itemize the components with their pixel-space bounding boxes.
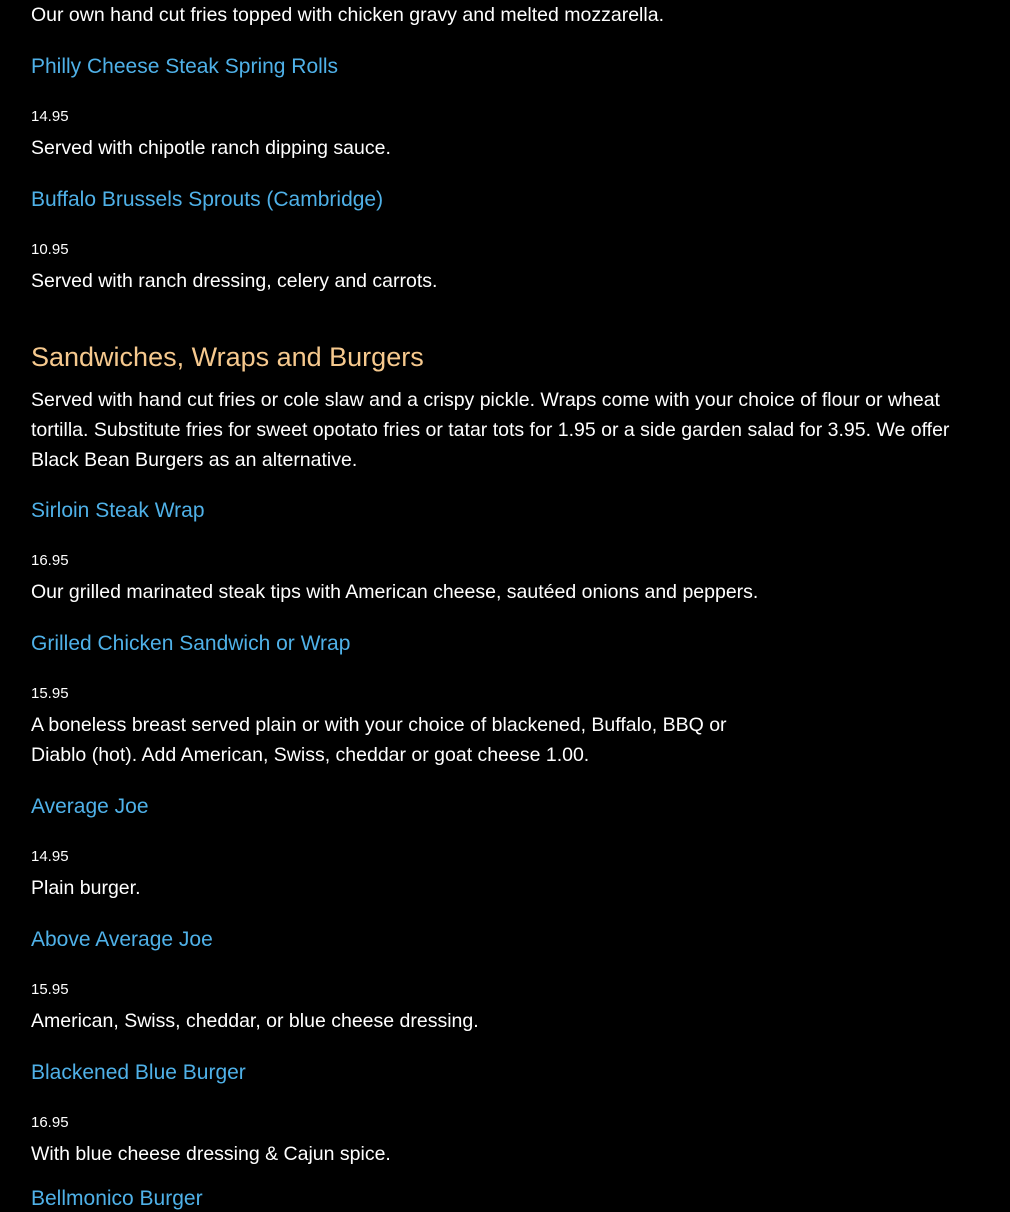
item-price: 15.95 xyxy=(31,685,69,702)
menu-item xyxy=(31,794,976,899)
item-price: 14.95 xyxy=(31,108,69,125)
item-name: Grilled Chicken Sandwich or Wrap xyxy=(31,632,351,655)
menu-item xyxy=(31,498,976,603)
item-description: Our own hand cut fries topped with chicken gravy and melted mozzarella. xyxy=(31,4,664,26)
menu-item xyxy=(31,54,976,159)
item-description: Served with ranch dressing, celery and carrots. xyxy=(31,270,438,292)
item-description: Our grilled marinated steak tips with American cheese, sautéed onions and peppers. xyxy=(31,581,759,603)
item-price: 16.95 xyxy=(31,552,69,569)
section-title: Sandwiches, Wraps and Burgers xyxy=(31,342,424,372)
menu-item xyxy=(31,1060,976,1165)
item-price: 14.95 xyxy=(31,848,69,865)
item-name: Blackened Blue Burger xyxy=(31,1061,246,1084)
item-description: Plain burger. xyxy=(31,877,141,899)
item-price: 16.95 xyxy=(31,1114,69,1131)
item-description: With blue cheese dressing & Cajun spice. xyxy=(31,1143,391,1165)
item-description: A boneless breast served plain or with your choice of blackened, Buffalo, BBQ or Diablo (hot). Add American, Swiss, cheddar or goat cheese 1.00. xyxy=(31,714,727,766)
item-description: Served with chipotle ranch dipping sauce. xyxy=(31,137,391,159)
section-description: Served with hand cut fries or cole slaw and a crispy pickle. Wraps come with your choice of flour or wheat tortilla. Substitute fries for sweet opotato fries or tatar tots for 1.95 or a side garden salad for 3.95. We offer Black Bean Burgers as an alternative. xyxy=(31,389,950,471)
item-name: Average Joe xyxy=(31,795,149,818)
menu-item xyxy=(31,631,976,766)
menu-item xyxy=(31,927,976,1032)
item-name: Above Average Joe xyxy=(31,928,213,951)
item-name: Bellmonico Burger xyxy=(31,1187,203,1210)
item-name: Buffalo Brussels Sprouts (Cambridge) xyxy=(31,188,384,211)
item-name: Sirloin Steak Wrap xyxy=(31,499,205,522)
item-price: 15.95 xyxy=(31,981,69,998)
menu-item xyxy=(31,187,976,292)
item-description: American, Swiss, cheddar, or blue cheese dressing. xyxy=(31,1010,479,1032)
item-name: Philly Cheese Steak Spring Rolls xyxy=(31,55,338,78)
item-price: 10.95 xyxy=(31,241,69,258)
